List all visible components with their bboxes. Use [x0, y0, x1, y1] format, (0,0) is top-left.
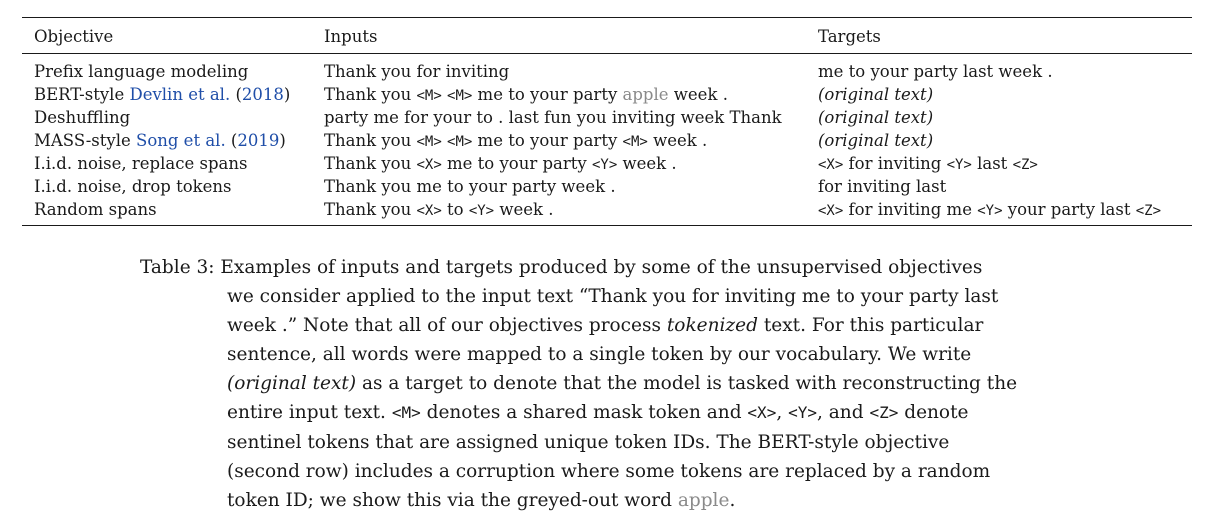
citation-link[interactable]: Song et al. — [136, 131, 226, 150]
citation-link[interactable]: 2019 — [237, 131, 280, 150]
token-span: <X> — [416, 203, 442, 219]
cell-targets — [818, 106, 933, 129]
header-inputs: Inputs — [324, 27, 378, 46]
text-span: week . — [668, 85, 728, 104]
caption-line — [140, 340, 1010, 369]
cell-inputs — [324, 152, 677, 177]
text-span: , and — [817, 402, 870, 424]
greyed-word: apple — [677, 489, 730, 511]
text-span: for inviting — [843, 154, 947, 173]
table-row — [22, 106, 1192, 129]
token-span: <X> — [416, 157, 442, 173]
text-span: Thank you me to your party week . — [324, 177, 616, 196]
text-span: week . — [647, 131, 708, 150]
table-caption — [140, 253, 1018, 515]
italic-span: tokenized — [666, 315, 758, 337]
text-span: we consider applied to the input text “Thank you for inviting me to your party last — [227, 286, 999, 308]
cell-inputs — [324, 106, 782, 129]
token-span: <M> — [416, 134, 442, 150]
caption-line — [140, 398, 1010, 427]
table-header-row — [22, 18, 1192, 53]
token-span: <M> — [391, 403, 421, 423]
text-span: your party last — [1002, 200, 1136, 219]
token-span: <X> — [747, 403, 777, 423]
cell-objective: Random spans — [34, 200, 157, 219]
text-span: week . — [617, 154, 677, 173]
text-span: Thank you — [324, 154, 417, 173]
text-span: Thank you for inviting — [324, 62, 510, 81]
text-span: me to your party — [472, 85, 623, 104]
token-span: <X> — [818, 157, 844, 173]
cell-objective: I.i.d. noise, drop tokens — [34, 177, 232, 196]
text-span: Table 3: Examples of inputs and targets produced by some of the unsupervised objectives — [140, 257, 983, 278]
cell-targets — [818, 83, 933, 106]
text-span: . — [729, 489, 736, 511]
table-row — [22, 175, 1192, 198]
token-span: <Z> — [1012, 157, 1038, 173]
table-row — [22, 60, 1192, 83]
caption-line — [140, 486, 1010, 515]
text-span: Thank you — [324, 131, 417, 150]
token-span: <Y> — [977, 203, 1003, 219]
results-table — [22, 17, 1192, 226]
token-span: <M> — [416, 88, 442, 104]
text-span: denotes a shared mask token and — [420, 402, 748, 424]
token-span: <Y> — [591, 157, 618, 173]
token-span: <M> — [447, 88, 473, 104]
cell-inputs — [324, 83, 728, 108]
cell-objective — [34, 83, 290, 106]
text-span: , — [776, 402, 789, 424]
caption-line — [140, 253, 1010, 282]
text-span: for inviting last — [818, 177, 947, 196]
text-span: party me for your to . last fun you inviting week Thank — [324, 108, 782, 127]
text-span: ( — [230, 85, 242, 104]
text-span: me to your party — [441, 154, 592, 173]
text-span: me to your party last week . — [818, 62, 1053, 81]
citation-link[interactable]: 2018 — [241, 85, 284, 104]
text-span: ) — [283, 85, 291, 104]
table-row — [22, 198, 1192, 221]
table-body — [22, 60, 1192, 221]
table-row — [22, 129, 1192, 152]
cell-targets — [818, 175, 946, 198]
cell-objective: Deshuffling — [34, 108, 131, 127]
italic-span: (original text) — [818, 108, 934, 127]
caption-line — [140, 282, 1010, 311]
text-span: token ID; we show this via the greyed-out word — [227, 489, 678, 511]
token-span: <Y> — [788, 403, 817, 423]
caption-line — [140, 428, 1010, 457]
token-span: <Y> — [468, 203, 495, 219]
cell-objective: I.i.d. noise, replace spans — [34, 154, 248, 173]
italic-span: (original text) — [818, 131, 934, 150]
cell-targets — [818, 152, 1038, 177]
text-span: MASS-style — [34, 131, 137, 150]
greyed-word: apple — [622, 85, 669, 104]
text-span: denote — [898, 402, 969, 424]
text-span: ( — [225, 131, 238, 150]
citation-link[interactable]: Devlin et al. — [129, 85, 231, 104]
token-span: <Z> — [1135, 203, 1162, 219]
token-span: <M> — [447, 134, 473, 150]
text-span: to — [441, 200, 469, 219]
caption-line — [140, 369, 1018, 398]
text-span: ) — [279, 131, 286, 150]
text-span: Thank you — [324, 200, 417, 219]
text-span: Thank you — [324, 85, 417, 104]
cell-targets — [818, 60, 1053, 83]
cell-targets — [818, 129, 933, 152]
table-bottom-rule — [22, 225, 1192, 226]
table-row — [22, 152, 1192, 175]
cell-objective: Prefix language modeling — [34, 62, 249, 81]
text-span: (second row) includes a corruption where some tokens are replaced by a random — [227, 460, 991, 482]
text-span: sentinel tokens that are assigned unique token IDs. The BERT-style objective — [227, 431, 950, 453]
cell-inputs — [324, 198, 554, 223]
cell-inputs — [324, 60, 509, 83]
caption-line — [140, 457, 1010, 486]
text-span: week .” Note that all of our objectives process — [227, 315, 667, 337]
cell-inputs — [324, 129, 707, 154]
text-span: BERT-style — [34, 85, 130, 104]
caption-line — [140, 311, 1010, 340]
header-targets: Targets — [818, 27, 881, 46]
text-span: week . — [494, 200, 554, 219]
text-span: entire input text. — [227, 402, 392, 424]
table-row — [22, 83, 1192, 106]
text-span: sentence, all words were mapped to a single token by our vocabulary. We write — [227, 344, 972, 366]
italic-span: (original text) — [818, 85, 934, 104]
token-span: <Y> — [946, 157, 972, 173]
text-span: last — [971, 154, 1013, 173]
cell-targets — [818, 198, 1161, 223]
token-span: <M> — [622, 134, 648, 150]
text-span: text. For this particular — [757, 315, 984, 337]
text-span: me to your party — [472, 131, 623, 150]
italic-span: (original text) — [227, 373, 357, 395]
text-span: as a target to denote that the model is tasked with reconstructing the — [356, 373, 1018, 395]
token-span: <X> — [818, 203, 844, 219]
cell-objective — [34, 129, 286, 152]
cell-inputs — [324, 175, 616, 198]
token-span: <Z> — [869, 403, 899, 423]
text-span: for inviting me — [843, 200, 978, 219]
header-objective: Objective — [34, 27, 114, 46]
